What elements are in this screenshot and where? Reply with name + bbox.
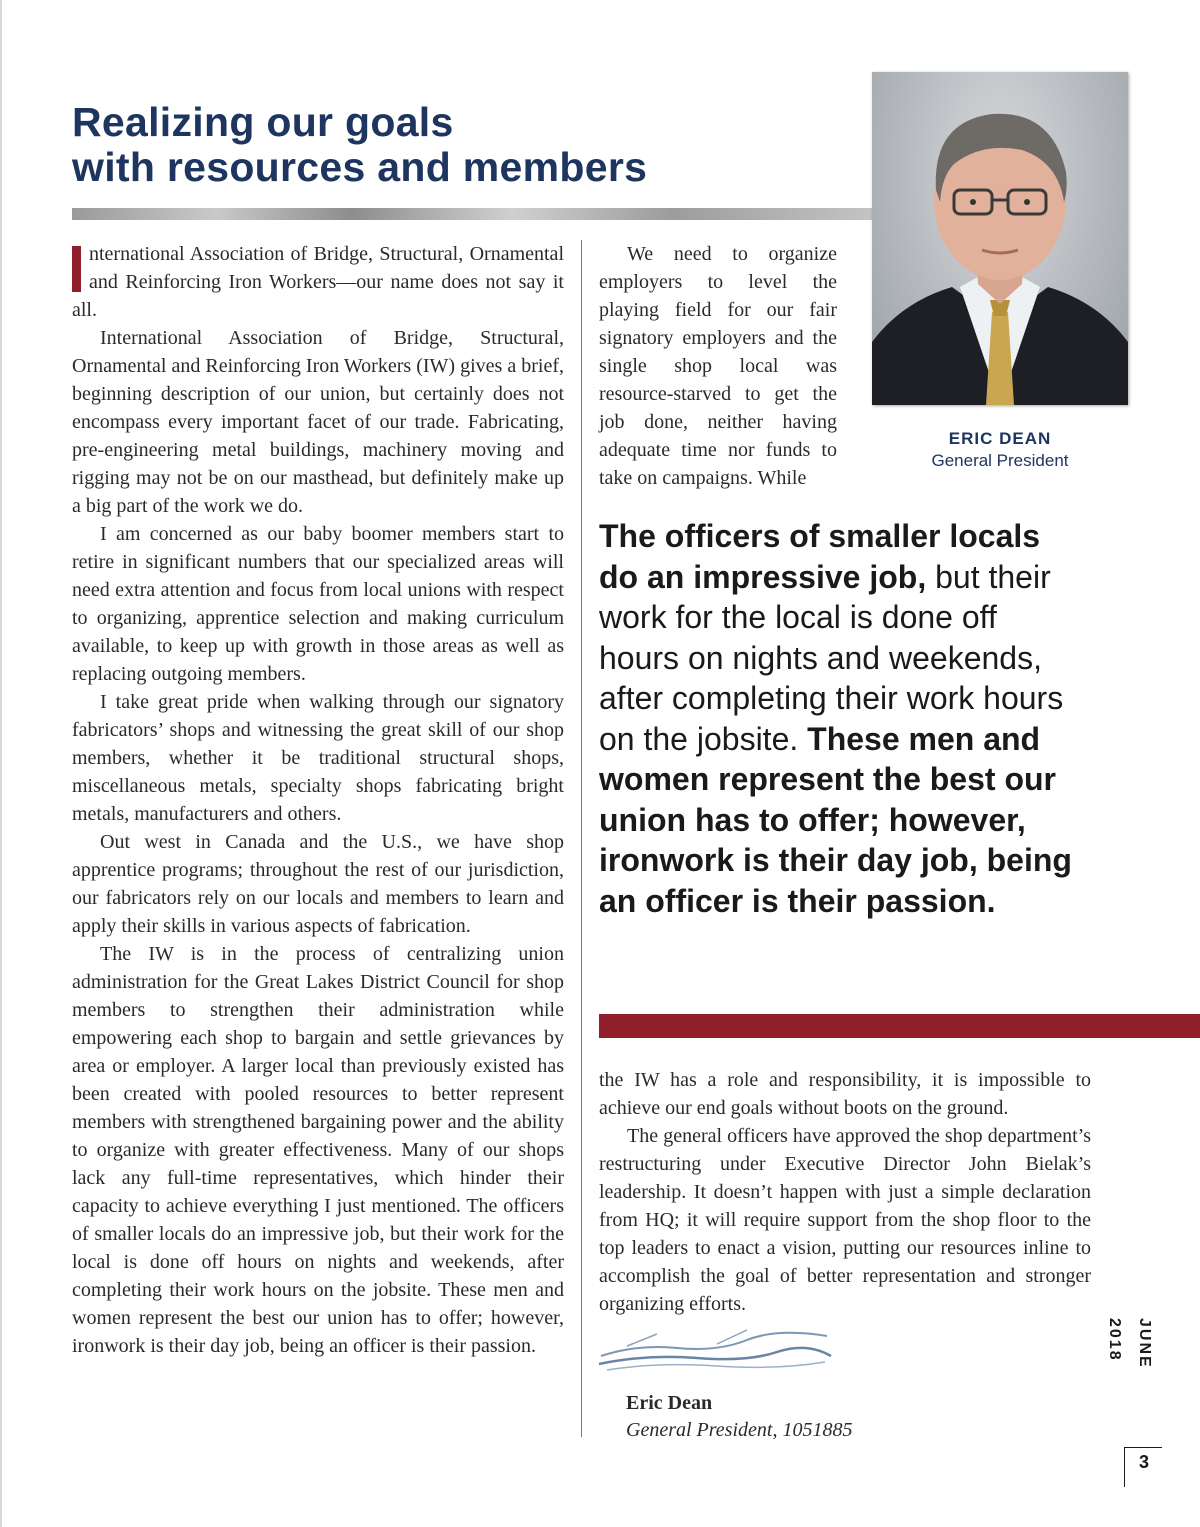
- left-column: [72, 240, 564, 1360]
- portrait-caption: [872, 428, 1128, 472]
- paragraph-2: International Association of Bridge, Structural, Ornamental and Reinforcing Iron Workers (IW) gives a brief, beginning description of our union, but certainly does not encompass every important facet of our trade. Fabricating, pre-engineering metal buildings, machinery moving and rigging may not be on our masthead, but definitely make up a big part of the work we do.: [72, 327, 564, 517]
- handwritten-signature: [597, 1326, 833, 1374]
- article-headline: [72, 100, 647, 190]
- pull-quote-part-2: but their work for the local is done off hours on nights and weekends, after completing their work hours on the jobsite.: [599, 558, 1064, 757]
- pull-quote-part-3: These men and women represent the best our union has to offer; however, ironwork is their day job, being an officer is their passion.: [599, 720, 1072, 919]
- page-number-rule-vertical: [1124, 1447, 1125, 1487]
- headline-line-1: Realizing our goals: [72, 99, 454, 145]
- signoff-title: General President, 1051885: [626, 1419, 853, 1441]
- portrait-illustration: [872, 72, 1128, 405]
- paragraph-3: I am concerned as our baby boomer members start to retire in significant numbers that our specialized areas will need extra attention and focus from local unions with respect to organizing, apprentice selection and making curriculum available, to keep up with growth in those areas as well as replacing outgoing members.: [72, 523, 564, 685]
- paragraph-9: The general officers have approved the shop department’s restructuring under Executive Director John Bielak’s leadership. It doesn’t happen with just a simple declaration from HQ; it will require support from the shop floor to the top leaders to enact a vision, putting our resources inline to accomplish the goal of better representation and stronger organizing efforts.: [599, 1125, 1091, 1315]
- drop-cap-bar: [72, 246, 81, 292]
- page-edge: [0, 0, 2, 1527]
- page-number-rule: [1124, 1447, 1162, 1448]
- paragraph-6: The IW is in the process of centralizing union administration for the Great Lakes District Council for shop members to strengthen their administration while empowering each shop to bargain and settle grievances by area or employer. A larger local than previously existed has been created with pooled resources to better represent members with strengthened bargaining power and the ability to organize with greater effectiveness. Many of our shops lack any full-time representatives, which hinder their capacity to achieve everything I just mentioned. The officers of smaller locals do an impressive job, but their work for the local is done off hours on nights and weekends, after completing their work hours on the jobsite. These men and women represent the best our union has to offer; however, ironwork is their day job, being an officer is their passion.: [72, 943, 564, 1357]
- page-number: 3: [1138, 1452, 1149, 1472]
- signoff-name: Eric Dean: [626, 1392, 713, 1414]
- headline-underline-bar: [72, 208, 872, 220]
- headline-line-2: with resources and members: [72, 144, 648, 190]
- paragraph-5: Out west in Canada and the U.S., we have shop apprentice programs; throughout the rest of our jurisdiction, our fabricators rely on our locals and members to learn and apply their skills in various aspects of fabrication.: [72, 831, 564, 937]
- portrait-title: General President: [931, 451, 1069, 470]
- paragraph-1-text: nternational Association of Bridge, Structural, Ornamental and Reinforcing Iron Workers—our name does not say it all.: [72, 243, 564, 321]
- paragraph-1: [72, 240, 564, 324]
- portrait-name: ERIC DEAN: [948, 429, 1052, 448]
- paragraph-7: We need to organize employers to level the playing field for our fair signatory employers and the single shop local was resource-starved to get the job done, neither having adequate time nor funds to take on campaigns. While: [599, 243, 837, 489]
- pull-quote-part-1: The officers of smaller locals do an impressive job,: [599, 518, 1041, 595]
- paragraph-8: the IW has a role and responsibility, it is impossible to achieve our end goals without boots on the ground.: [599, 1069, 1091, 1119]
- column-divider: [581, 240, 582, 1437]
- right-column: [599, 1066, 1091, 1318]
- paragraph-4: I take great pride when walking through our signatory fabricators’ shops and witnessing the great skill of our shop members, whether it be traditional structural shops, miscellaneous metals, specialty shops fabricating bright metals, manufacturers and others.: [72, 691, 564, 825]
- pull-quote-accent-bar: [599, 1014, 1200, 1038]
- portrait-photo: [872, 72, 1128, 405]
- issue-date: JUNE 2018: [1106, 1318, 1153, 1369]
- pull-quote: [599, 516, 1079, 921]
- middle-column: [599, 240, 837, 492]
